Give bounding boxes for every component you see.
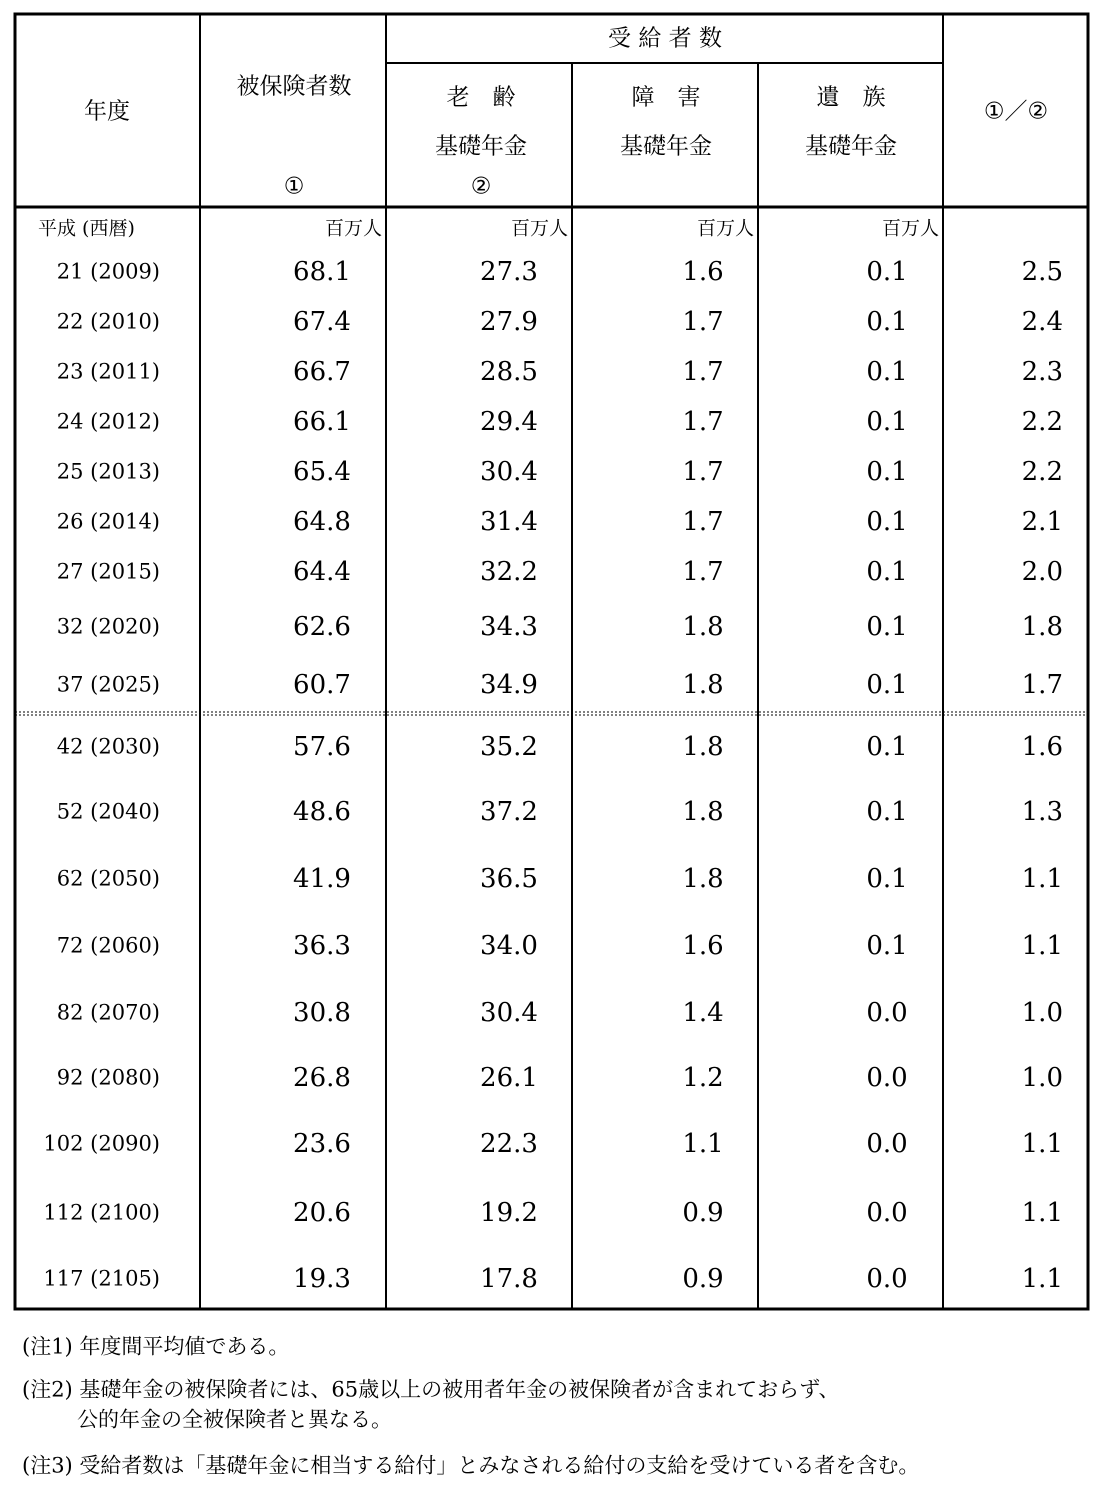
row-old-age: 30.4 (480, 998, 538, 1028)
era-unit: 平成 (西暦) (38, 217, 135, 240)
row-survivor: 0.0 (866, 1129, 908, 1159)
row-ratio: 2.1 (1021, 507, 1063, 537)
old-age-unit: 百万人 (510, 217, 568, 240)
row-old-age: 28.5 (480, 357, 538, 387)
row-ratio: 1.0 (1021, 1063, 1063, 1093)
row-survivor: 0.1 (866, 931, 908, 961)
row-disability: 1.8 (682, 612, 724, 642)
row-year: 23 (2011) (56, 359, 160, 384)
row-year: 24 (2012) (56, 409, 160, 434)
row-disability: 1.8 (682, 670, 724, 700)
row-old-age: 26.1 (480, 1063, 538, 1093)
row-year: 82 (2070) (56, 1000, 160, 1025)
row-disability: 1.7 (682, 307, 724, 337)
note-2: (注2) 基礎年金の被保険者には、65歳以上の被用者年金の被保険者が含まれておらず、 (22, 1377, 840, 1402)
disability-unit: 百万人 (696, 217, 754, 240)
disability-header-line1: 障 害 (631, 84, 701, 111)
row-disability: 1.6 (682, 257, 724, 287)
row-old-age: 22.3 (480, 1129, 538, 1159)
row-year: 22 (2010) (56, 309, 160, 334)
row-insured: 68.1 (293, 257, 351, 287)
row-survivor: 0.1 (866, 507, 908, 537)
row-ratio: 1.6 (1021, 732, 1063, 762)
row-disability: 0.9 (682, 1198, 724, 1228)
ratio-header: ①／② (983, 98, 1049, 125)
row-year: 62 (2050) (56, 866, 160, 891)
row-old-age: 30.4 (480, 457, 538, 487)
row-ratio: 1.1 (1021, 1198, 1063, 1228)
row-insured: 36.3 (293, 931, 351, 961)
row-old-age: 35.2 (480, 732, 538, 762)
disability-header-line2: 基礎年金 (620, 133, 712, 160)
row-year: 42 (2030) (56, 734, 160, 759)
row-old-age: 37.2 (480, 797, 538, 827)
row-disability: 1.8 (682, 797, 724, 827)
old-age-header-line2: 基礎年金 (435, 133, 527, 160)
row-disability: 1.2 (682, 1063, 724, 1093)
row-ratio: 1.1 (1021, 1264, 1063, 1294)
row-ratio: 2.2 (1021, 407, 1063, 437)
row-insured: 64.4 (293, 557, 351, 587)
row-survivor: 0.1 (866, 670, 908, 700)
row-ratio: 1.0 (1021, 998, 1063, 1028)
survivor-header-line1: 遺 族 (816, 84, 886, 111)
row-insured: 57.6 (293, 732, 351, 762)
row-ratio: 1.1 (1021, 1129, 1063, 1159)
row-disability: 1.8 (682, 732, 724, 762)
row-old-age: 34.3 (480, 612, 538, 642)
row-ratio: 2.3 (1021, 357, 1063, 387)
row-ratio: 1.8 (1021, 612, 1063, 642)
note-1: (注1) 年度間平均値である。 (22, 1334, 290, 1359)
row-insured: 66.7 (293, 357, 351, 387)
row-disability: 1.7 (682, 407, 724, 437)
row-old-age: 34.9 (480, 670, 538, 700)
row-insured: 66.1 (293, 407, 351, 437)
row-insured: 48.6 (293, 797, 351, 827)
row-survivor: 0.1 (866, 357, 908, 387)
row-insured: 23.6 (293, 1129, 351, 1159)
row-insured: 64.8 (293, 507, 351, 537)
row-old-age: 29.4 (480, 407, 538, 437)
row-old-age: 27.3 (480, 257, 538, 287)
row-year: 25 (2013) (56, 459, 160, 484)
row-survivor: 0.1 (866, 612, 908, 642)
row-insured: 19.3 (293, 1264, 351, 1294)
row-survivor: 0.1 (866, 797, 908, 827)
row-year: 102 (2090) (43, 1131, 160, 1156)
row-survivor: 0.1 (866, 457, 908, 487)
row-insured: 41.9 (293, 864, 351, 894)
row-year: 27 (2015) (56, 559, 160, 584)
row-ratio: 2.2 (1021, 457, 1063, 487)
old-age-mark: ② (470, 173, 492, 200)
row-year: 21 (2009) (56, 259, 160, 284)
survivor-header-line2: 基礎年金 (805, 133, 897, 160)
row-year: 26 (2014) (56, 509, 160, 534)
row-year: 32 (2020) (56, 614, 160, 639)
year-header: 年度 (84, 98, 130, 125)
row-disability: 1.6 (682, 931, 724, 961)
row-ratio: 1.1 (1021, 864, 1063, 894)
row-ratio: 2.5 (1021, 257, 1063, 287)
row-year: 72 (2060) (56, 933, 160, 958)
row-survivor: 0.1 (866, 732, 908, 762)
row-ratio: 1.1 (1021, 931, 1063, 961)
row-year: 112 (2100) (43, 1200, 160, 1225)
row-year: 37 (2025) (56, 672, 160, 697)
row-insured: 65.4 (293, 457, 351, 487)
recipients-header: 受 給 者 数 (608, 25, 722, 52)
insured-header: 被保険者数 (236, 73, 352, 100)
row-disability: 0.9 (682, 1264, 724, 1294)
survivor-unit: 百万人 (881, 217, 939, 240)
row-survivor: 0.1 (866, 864, 908, 894)
row-insured: 26.8 (293, 1063, 351, 1093)
row-insured: 62.6 (293, 612, 351, 642)
row-year: 52 (2040) (56, 799, 160, 824)
row-insured: 30.8 (293, 998, 351, 1028)
row-ratio: 1.7 (1021, 670, 1063, 700)
row-year: 92 (2080) (56, 1065, 160, 1090)
row-disability: 1.7 (682, 507, 724, 537)
row-ratio: 2.4 (1021, 307, 1063, 337)
insured-mark: ① (283, 173, 305, 200)
row-old-age: 17.8 (480, 1264, 538, 1294)
row-survivor: 0.1 (866, 557, 908, 587)
row-survivor: 0.0 (866, 1063, 908, 1093)
row-old-age: 27.9 (480, 307, 538, 337)
row-disability: 1.7 (682, 357, 724, 387)
row-survivor: 0.1 (866, 257, 908, 287)
note-2-continued: 公的年金の全被保険者と異なる。 (77, 1407, 392, 1432)
row-disability: 1.1 (682, 1129, 724, 1159)
old-age-header-line1: 老 齢 (446, 84, 516, 111)
note-3: (注3) 受給者数は「基礎年金に相当する給付」とみなされる給付の支給を受けている者を含む。 (22, 1453, 920, 1478)
row-survivor: 0.1 (866, 407, 908, 437)
row-old-age: 19.2 (480, 1198, 538, 1228)
row-old-age: 32.2 (480, 557, 538, 587)
row-old-age: 31.4 (480, 507, 538, 537)
row-old-age: 34.0 (480, 931, 538, 961)
row-disability: 1.7 (682, 557, 724, 587)
row-ratio: 1.3 (1021, 797, 1063, 827)
row-insured: 67.4 (293, 307, 351, 337)
row-survivor: 0.1 (866, 307, 908, 337)
row-insured: 20.6 (293, 1198, 351, 1228)
row-survivor: 0.0 (866, 1264, 908, 1294)
row-year: 117 (2105) (43, 1266, 160, 1291)
row-ratio: 2.0 (1021, 557, 1063, 587)
insured-unit: 百万人 (324, 217, 382, 240)
row-survivor: 0.0 (866, 1198, 908, 1228)
row-old-age: 36.5 (480, 864, 538, 894)
row-survivor: 0.0 (866, 998, 908, 1028)
row-disability: 1.7 (682, 457, 724, 487)
row-disability: 1.4 (682, 998, 724, 1028)
row-insured: 60.7 (293, 670, 351, 700)
row-disability: 1.8 (682, 864, 724, 894)
